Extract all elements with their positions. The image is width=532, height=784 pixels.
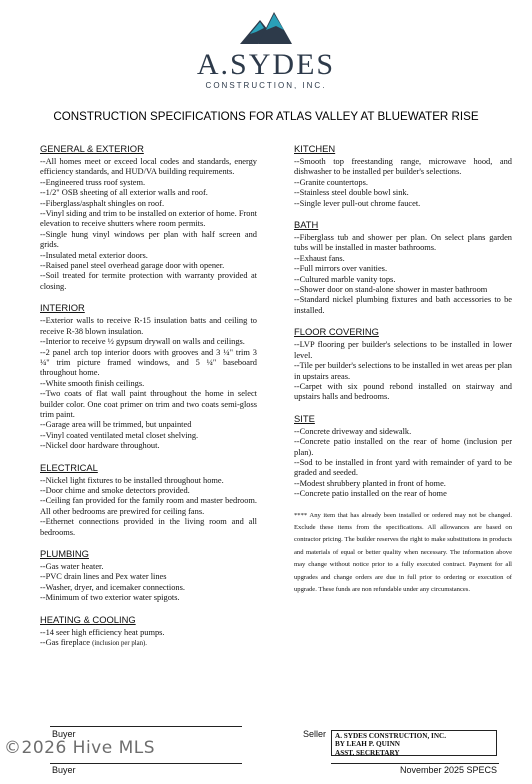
spec-item: --Concrete driveway and sidewalk. bbox=[294, 426, 412, 436]
section-interior bbox=[40, 302, 257, 451]
spec-item: --Ceiling fan provided for the family room and master bedroom. All other bedrooms are prewired for ceiling fans. bbox=[40, 496, 257, 516]
buyer-signature-line-1 bbox=[50, 726, 242, 727]
spec-item: --Carpet with six pound rebond installed on stairway and upstairs halls and bedrooms. bbox=[294, 381, 512, 402]
spec-item: --Raised panel steel overhead garage door with opener. bbox=[40, 261, 225, 271]
spec-item: --Vinyl siding and trim to be installed on exterior of home. Front elevation to receive shutters where room permits. bbox=[40, 209, 257, 229]
spec-item: --LVP flooring per builder's selections to be installed in lower level. bbox=[294, 340, 512, 360]
section-title-electrical: ELECTRICAL bbox=[40, 461, 98, 473]
spec-item: --1/2" OSB sheeting of all exterior walls and roof. bbox=[40, 188, 208, 198]
spec-item: --Ethernet connections provided in the living room and all bedrooms. bbox=[40, 517, 257, 537]
spec-item: --Washer, dryer, and icemaker connections. bbox=[40, 582, 185, 592]
spec-item: --Door chime and smoke detectors provided. bbox=[40, 485, 190, 495]
spec-item: --14 seer high efficiency heat pumps. bbox=[40, 627, 165, 637]
spec-item: --Smooth top freestanding range, microwave hood, and dishwasher to be installed per builder's selections. bbox=[294, 157, 512, 177]
spec-item: --All homes meet or exceed local codes and standards, energy efficiency standards, and HUD/VA building requirements. bbox=[40, 157, 257, 177]
seller-signature-line bbox=[331, 763, 499, 764]
spec-item: --Interior to receive ½ gypsum drywall on walls and ceilings. bbox=[40, 337, 245, 347]
spec-item: --Exhaust fans. bbox=[294, 253, 345, 263]
left-column bbox=[40, 143, 257, 659]
section-electrical bbox=[40, 462, 257, 538]
spec-item bbox=[40, 638, 257, 649]
disclaimer-text: **** Any item that has already been installed or ordered may not be changed. Exclude these items from the specifications. All allowances are based on contractor pricing. The builder reserves the right to make substitutions in products and materials of equal or better quality when necessary. The information above may change without notice prior to a fully executed contract. Payment for all upgrades and change orders are due in full prior to ordering or execution of upgrade. These funds are non refundable under any circumstances. bbox=[294, 511, 512, 593]
section-title-site: SITE bbox=[294, 412, 315, 424]
seller-signer: BY LEAH P. QUINN bbox=[335, 740, 400, 749]
spec-item: --Engineered truss roof system. bbox=[40, 177, 146, 187]
spec-item: --Full mirrors over vanities. bbox=[294, 264, 388, 274]
section-title-bath: BATH bbox=[294, 219, 319, 231]
seller-company: A. SYDES CONSTRUCTION, INC. bbox=[335, 732, 447, 740]
spec-item: --Shower door on stand-alone shower in master bathroom bbox=[294, 285, 488, 295]
spec-item: --Standard nickel plumbing fixtures and bath accessories to be installed. bbox=[294, 295, 512, 315]
section-bath bbox=[294, 219, 512, 316]
spec-item: --Sod to be installed in front yard with remainder of yard to be graded and seeded. bbox=[294, 457, 512, 478]
spec-item: --Single hung vinyl windows per plan with half screen and grids. bbox=[40, 229, 257, 250]
spec-item: --Cultured marble vanity tops. bbox=[294, 274, 396, 284]
section-title-floor: FLOOR COVERING bbox=[294, 326, 379, 338]
spec-item: --2 panel arch top interior doors with grooves and 3 ¼" trim 3 ¼" trim picture framed windows, and 5 ¼" baseboard throughout home. bbox=[40, 347, 257, 378]
section-title-interior: INTERIOR bbox=[40, 302, 85, 314]
section-title-kitchen: KITCHEN bbox=[294, 143, 336, 154]
spec-item-text: --Gas fireplace bbox=[40, 638, 93, 648]
brand-name: A.SYDES bbox=[196, 48, 336, 81]
spec-item: --Fiberglass/asphalt shingles on roof. bbox=[40, 198, 165, 208]
spec-item: --Minimum of two exterior water spigots. bbox=[40, 593, 180, 603]
mls-watermark: ©2026 Hive MLS bbox=[4, 738, 156, 758]
footer-date: November 2025 SPECS bbox=[400, 765, 498, 775]
spec-item: --Nickel door hardware throughout. bbox=[40, 441, 160, 451]
spec-item: --Concrete patio installed on the rear of home bbox=[294, 489, 447, 499]
brand-subtitle: CONSTRUCTION, INC. bbox=[205, 81, 327, 90]
spec-item-note: (inclusion per plan). bbox=[92, 640, 148, 648]
spec-item: --Two coats of flat wall paint throughout the home in select builder color. One coat primer on trim and two coats semi-gloss trim paint. bbox=[40, 389, 257, 419]
section-site bbox=[294, 413, 512, 500]
spec-item: --Stainless steel double bowl sink. bbox=[294, 188, 409, 198]
spec-item: --Insulated metal exterior doors. bbox=[40, 250, 148, 260]
spec-item: --Vinyl coated ventilated metal closet shelving. bbox=[40, 430, 199, 440]
spec-item: --Fiberglass tub and shower per plan. On select plans garden tubs will be installed in master bathrooms. bbox=[294, 233, 512, 253]
spec-item: --Granite countertops. bbox=[294, 177, 368, 187]
buyer-label-2: Buyer bbox=[52, 765, 76, 775]
spec-item: --Gas water heater. bbox=[40, 562, 104, 571]
right-column bbox=[294, 143, 512, 596]
seller-signature-box bbox=[331, 730, 497, 756]
spec-item: --Nickel light fixtures to be installed throughout home. bbox=[40, 475, 224, 485]
spec-item: --Concrete patio installed on the rear of home (inclusion per plan). bbox=[294, 437, 512, 457]
section-heating bbox=[40, 614, 257, 650]
section-general bbox=[40, 143, 257, 292]
section-title-heating: HEATING & COOLING bbox=[40, 613, 136, 625]
seller-title: ASST. SECRETARY bbox=[335, 748, 400, 757]
spec-item: --Tile per builder's selections to be installed in wet areas per plan in upstairs areas. bbox=[294, 361, 512, 381]
spec-item: --Garage area will be trimmed, but unpainted bbox=[40, 420, 192, 430]
section-title-plumbing: PLUMBING bbox=[40, 548, 89, 559]
section-floor-covering bbox=[294, 326, 512, 402]
spec-item: --PVC drain lines and Pex water lines bbox=[40, 572, 167, 582]
document-title: CONSTRUCTION SPECIFICATIONS FOR ATLAS VALLEY AT BLUEWATER RISE bbox=[53, 110, 479, 123]
spec-item: --White smooth finish ceilings. bbox=[40, 378, 145, 388]
spec-item: --Exterior walls to receive R-15 insulation batts and ceiling to receive R-38 blown insulation. bbox=[40, 316, 257, 336]
buyer-label-1: Buyer bbox=[52, 729, 76, 739]
company-logo bbox=[0, 8, 532, 90]
buyer-signature-line-2 bbox=[50, 763, 242, 764]
section-plumbing bbox=[40, 548, 257, 604]
spec-item: --Soil treated for termite protection with warranty provided at closing. bbox=[40, 271, 257, 291]
spec-item: --Single lever pull-out chrome faucet. bbox=[294, 198, 421, 208]
section-kitchen bbox=[294, 143, 512, 209]
seller-label: Seller bbox=[303, 729, 327, 739]
section-title-general: GENERAL & EXTERIOR bbox=[40, 143, 144, 154]
logo-mountain-icon bbox=[236, 8, 296, 48]
spec-item: --Modest shrubbery planted in front of home. bbox=[294, 478, 446, 488]
